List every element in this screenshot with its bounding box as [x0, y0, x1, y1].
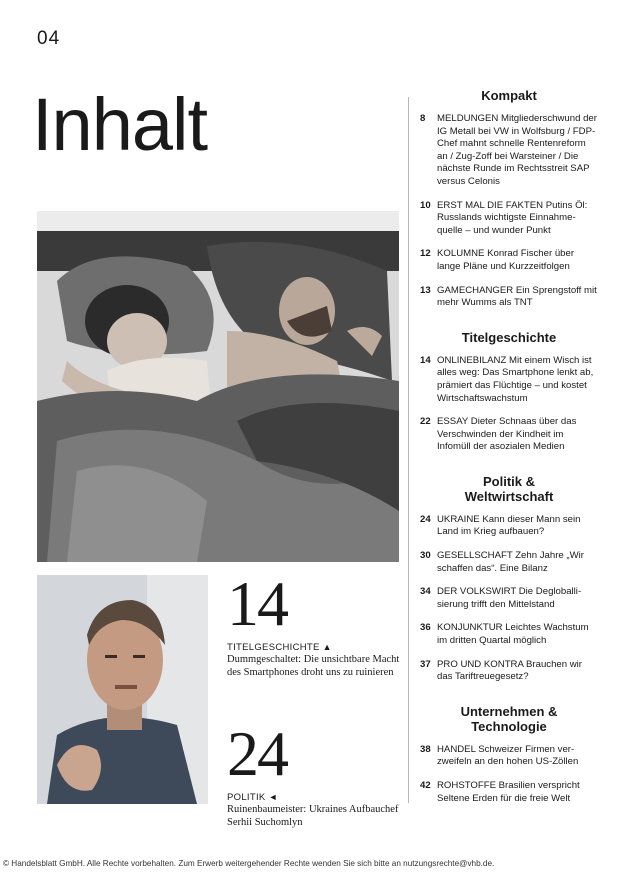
table-of-contents: [420, 88, 598, 816]
feature-page-number: 24: [227, 718, 287, 789]
toc-entry[interactable]: 14 ONLINEBILANZ Mit einem Wisch ist alles weg: Das Smartphone lenkt ab, prämiert das Flüchtige – und kostet Wirtschaftswachstum: [420, 354, 594, 404]
toc-entry[interactable]: 13 GAMECHANGER Ein Sprengstoff mit mehr Wumms als TNT: [420, 284, 597, 309]
section-heading-politik-weltwirtschaft: Politik & Weltwirtschaft: [464, 473, 554, 504]
feature-section-label: TITELGESCHICHTE ▲: [227, 642, 332, 653]
toc-entry[interactable]: 12 KOLUMNE Konrad Fischer über lange Pläne und Kurzzeitfolgen: [420, 248, 575, 272]
toc-entry[interactable]: 10 ERST MAL DIE FAKTEN Putins Öl: Russlands wichtigste Einnahmequelle – und wunder Punkt: [420, 199, 588, 236]
page-number: 04: [37, 28, 61, 49]
section-heading-kompakt: Kompakt: [481, 88, 537, 103]
toc-entry[interactable]: 37 PRO UND KONTRA Brauchen wir das Tariftreuegesetz?: [420, 658, 583, 683]
toc-entry[interactable]: 42 ROHSTOFFE Brasilien verspricht Seltene Erden für die freie Welt: [420, 780, 580, 804]
arrow-left-icon: ◄: [268, 792, 278, 802]
feature-teaser-text: Ruinenbaumeister: Ukraines Aufbauchef Serhii Suchomlyn: [227, 804, 399, 828]
ukraine-official-portrait-photo: [37, 575, 208, 804]
toc-entry[interactable]: 22 ESSAY Dieter Schnaas über das Verschwinden der Kindheit im Infomüll der asozialen Medien: [420, 416, 577, 453]
feature-teaser-text: Dummgeschaltet: Die unsichtbare Macht des Smartphones droht uns zu ruinieren: [227, 654, 400, 678]
toc-entry[interactable]: 24 UKRAINE Kann dieser Mann sein Land im Krieg aufbauen?: [420, 513, 581, 538]
toc-entry[interactable]: 30 GESELLSCHAFT Zehn Jahre „Wir schaffen das“. Eine Bilanz: [420, 550, 584, 574]
arrow-up-icon: ▲: [322, 642, 332, 652]
feature-page-number: 14: [227, 568, 287, 639]
section-heading-titelgeschichte: Titelgeschichte: [461, 329, 557, 345]
toc-entry[interactable]: 8 MELDUNGEN Mitgliederschwund der IG Metall bei VW in Wolfsburg / FDP-Chef mahnt schnelle Rentenreform an / Zug-Zoff bei Warsteiner / Die nächste Runde im Rechtsstreit SAP versus Celonis: [420, 113, 597, 187]
section-heading-unternehmen-technologie: Unternehmen & Technologie: [460, 703, 558, 734]
column-divider: [408, 97, 409, 803]
toc-entry[interactable]: 38 HANDEL Schweizer Firmen verzweifeln an den hohen US-Zöllen: [420, 743, 579, 768]
feature-cover-story[interactable]: [227, 568, 407, 679]
copyright-footer: © Handelsblatt GmbH. Alle Rechte vorbehalten. Zum Erwerb weitergehender Rechte wenden Sie sich bitte an nutzungsrechte@vhb.de.: [3, 859, 495, 868]
feature-politics[interactable]: [227, 718, 407, 829]
feature-section-label: POLITIK ◄: [227, 792, 278, 803]
toc-entry[interactable]: 34 DER VOLKSWIRT Die Degloballisierung trifft den Mittelstand: [420, 586, 582, 610]
toc-entry[interactable]: 36 KONJUNKTUR Leichtes Wachstum im dritten Quartal möglich: [420, 622, 589, 647]
couple-in-bed-photo: [37, 211, 399, 562]
page-title: Inhalt: [32, 83, 208, 166]
